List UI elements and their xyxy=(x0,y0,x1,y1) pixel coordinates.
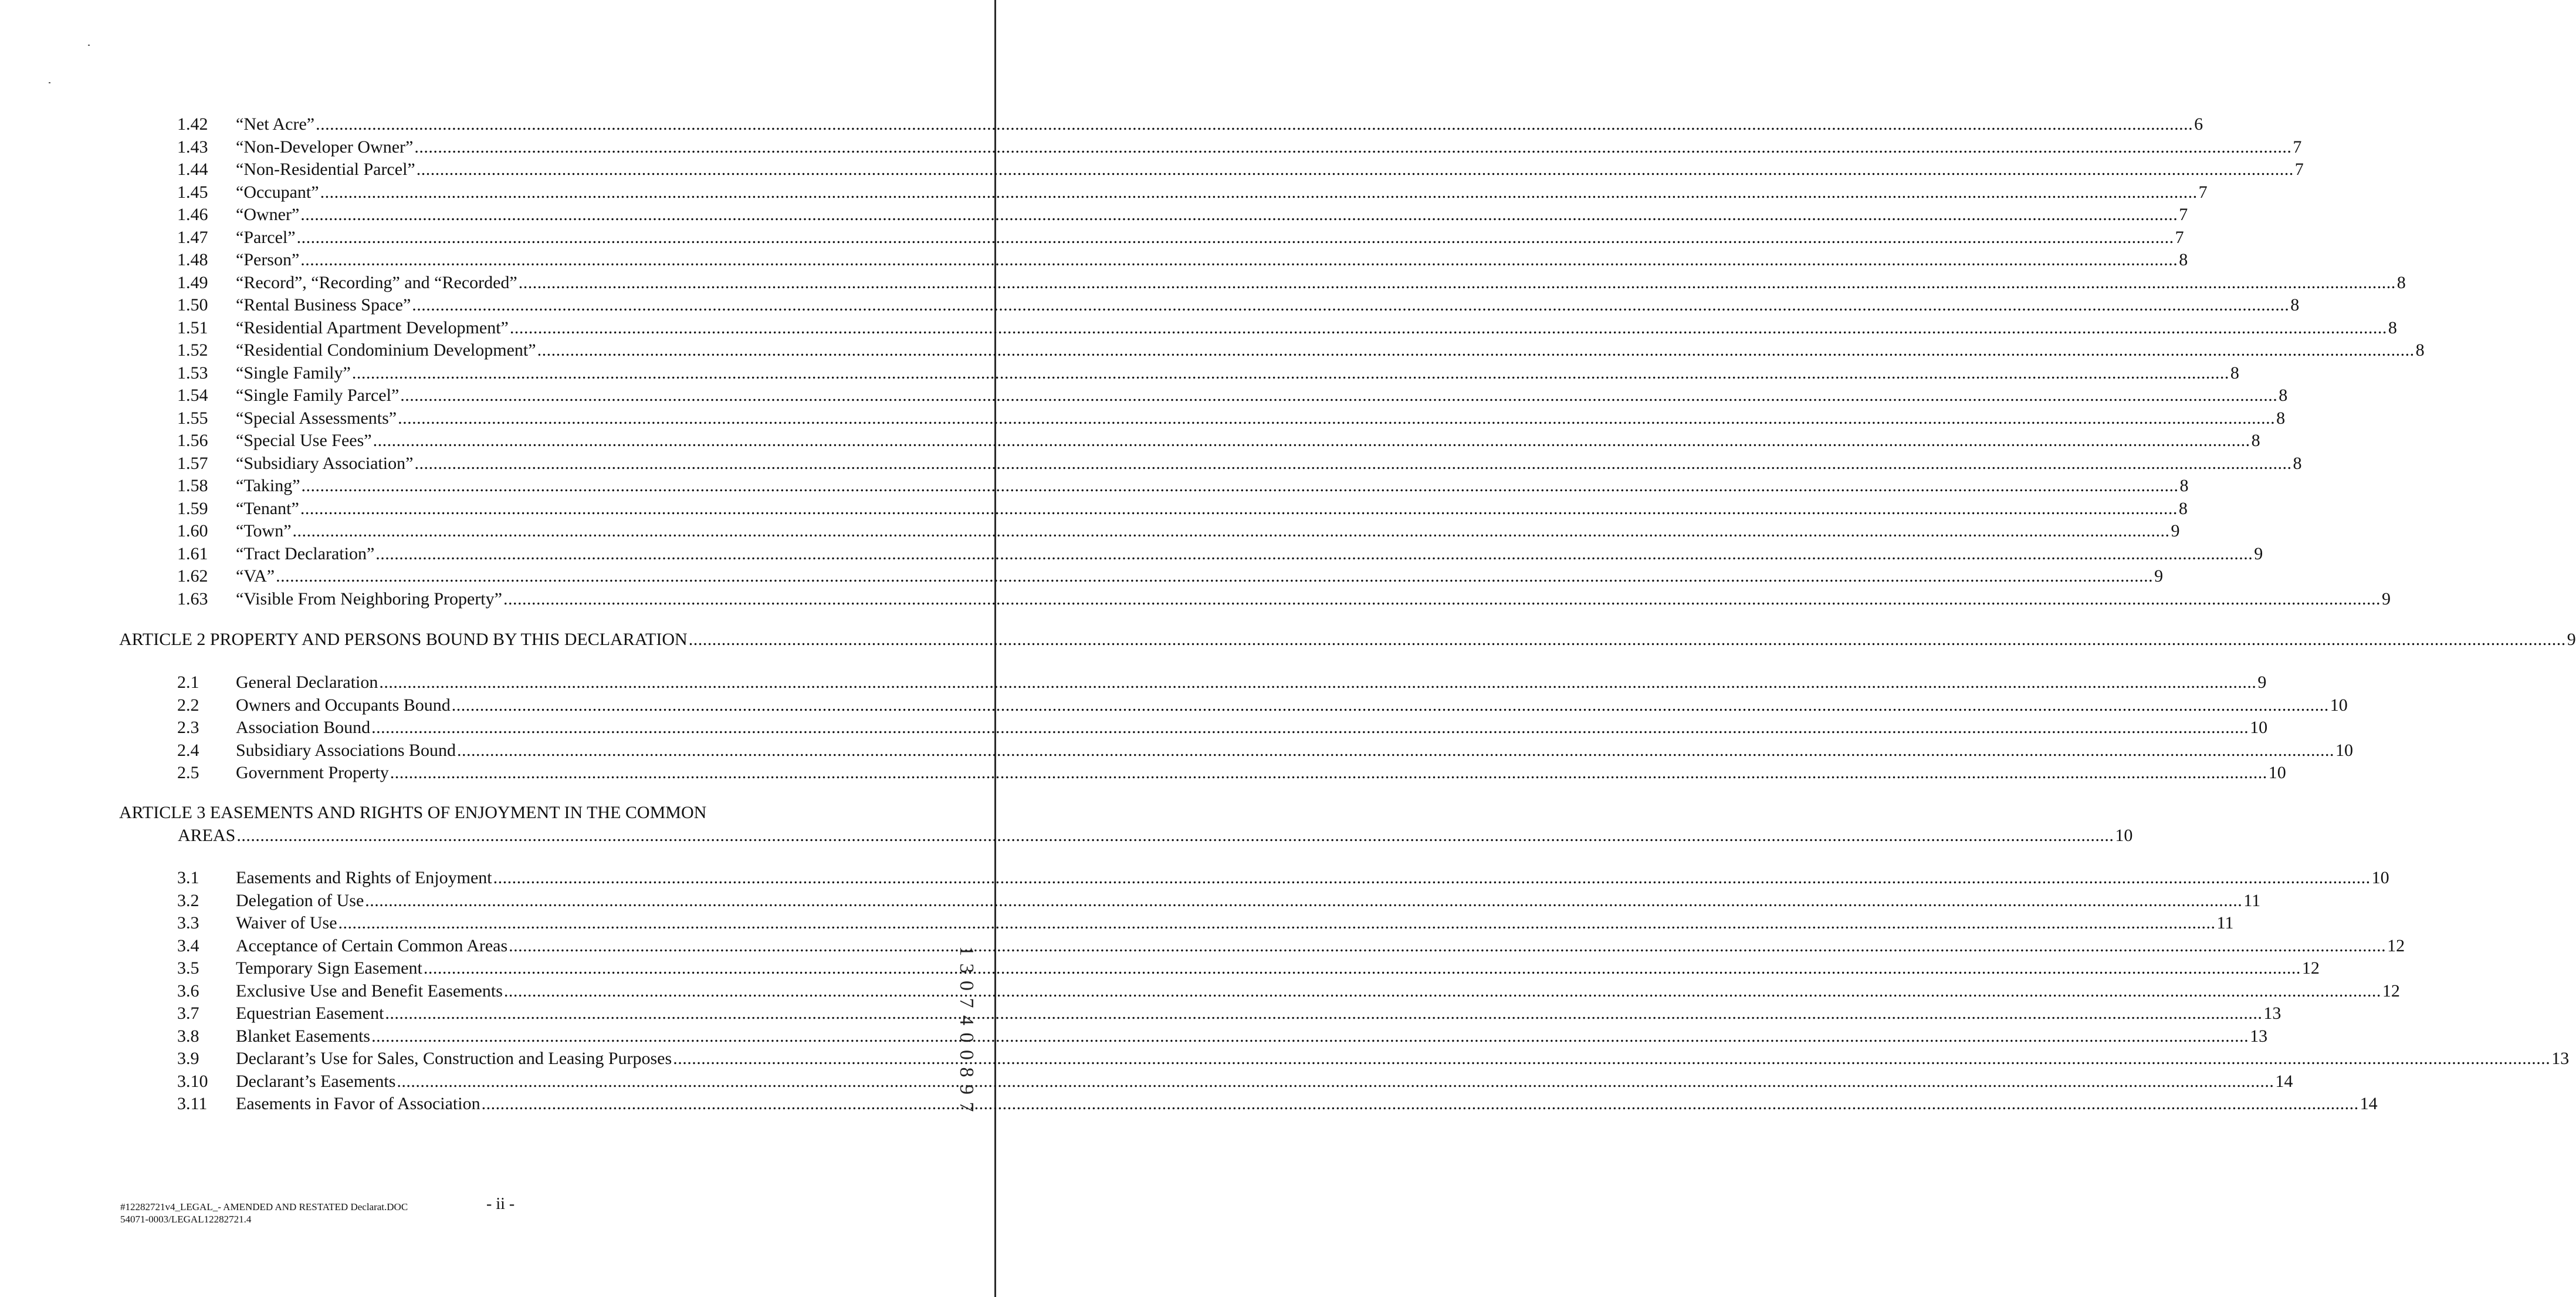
entry-number: 3.3 xyxy=(177,913,199,933)
entry-title: “Special Assessments” xyxy=(236,408,397,428)
toc-entry xyxy=(177,890,2261,911)
toc-entry xyxy=(177,204,2188,225)
toc-entry xyxy=(177,475,2189,496)
entry-title: Association Bound xyxy=(236,718,371,737)
entry-page-number: 10 xyxy=(2330,695,2348,715)
dot-leader: ................................................................................................................................................................................................................................................................................................................................................................................................................ xyxy=(292,521,2170,541)
dot-leader: ................................................................................................................................................................................................................................................................................................................................................................................................................ xyxy=(300,250,2178,269)
toc-entry xyxy=(177,1071,2293,1092)
entry-number: 1.51 xyxy=(177,318,208,337)
entry-number: 3.2 xyxy=(177,890,199,910)
entry-title: “Owner” xyxy=(236,205,300,224)
dot-leader: ................................................................................................................................................................................................................................................................................................................................................................................................................ xyxy=(537,340,2415,360)
dot-leader: ................................................................................................................................................................................................................................................................................................................................................................................................................ xyxy=(414,453,2292,473)
entry-number: 2.5 xyxy=(177,763,199,782)
entry-page-number: 8 xyxy=(2279,386,2288,405)
toc-entry xyxy=(177,340,2425,361)
entry-page-number: 7 xyxy=(2293,137,2302,157)
entry-page-number: 10 xyxy=(2268,763,2286,782)
entry-title: “Special Use Fees” xyxy=(236,431,372,450)
toc-entry xyxy=(177,295,2300,316)
toc-entry xyxy=(177,159,2304,180)
footer-file-id: 54071-0003/LEGAL12282721.4 xyxy=(120,1214,252,1225)
dot-leader: ................................................................................................................................................................................................................................................................................................................................................................................................................ xyxy=(503,589,2381,609)
dot-leader: ................................................................................................................................................................................................................................................................................................................................................................................................................ xyxy=(371,1026,2249,1046)
entry-title: “Tenant” xyxy=(236,498,299,518)
entry-number: 1.42 xyxy=(177,114,208,134)
entry-page-number: 8 xyxy=(2290,295,2300,315)
entry-title: Acceptance of Certain Common Areas xyxy=(236,935,508,955)
toc-entry xyxy=(177,1026,2268,1047)
entry-page-number: 10 xyxy=(2250,718,2268,737)
entry-title: Government Property xyxy=(236,763,389,782)
toc-entry xyxy=(177,453,2302,474)
dot-leader: ................................................................................................................................................................................................................................................................................................................................................................................................................ xyxy=(412,295,2290,315)
article-3-heading-continued xyxy=(178,825,2133,846)
entry-title: “Net Acre” xyxy=(236,114,315,134)
toc-entry xyxy=(177,408,2286,429)
entry-page-number: 12 xyxy=(2301,958,2320,978)
toc-entry xyxy=(177,272,2406,293)
entry-number: 1.53 xyxy=(177,363,208,383)
footer-doc-id: #12282721v4_LEGAL_- AMENDED AND RESTATED Declarat.DOC xyxy=(120,1201,408,1212)
entry-page-number: 9 xyxy=(2154,566,2164,586)
toc-entry xyxy=(177,249,2188,271)
entry-title: General Declaration xyxy=(236,673,378,692)
entry-title: “Residential Condominium Development” xyxy=(236,340,536,360)
entry-number: 2.4 xyxy=(177,740,199,760)
entry-number: 1.50 xyxy=(177,295,208,315)
entry-page-number: 8 xyxy=(2388,318,2397,337)
toc-entry xyxy=(177,867,2389,889)
entry-page-number: 10 xyxy=(2115,826,2133,845)
recording-stamp: 1 3 0 7 4 0 0 8 9 7 xyxy=(956,946,977,1113)
entry-page-number: 12 xyxy=(2387,935,2405,955)
entry-number: 1.62 xyxy=(177,566,208,586)
toc-entry xyxy=(177,1048,2570,1069)
entry-number: 3.6 xyxy=(177,981,199,1001)
entry-title: Easements and Rights of Enjoyment xyxy=(236,868,492,887)
dot-leader: ................................................................................................................................................................................................................................................................................................................................................................................................................ xyxy=(398,408,2276,428)
dot-leader: ................................................................................................................................................................................................................................................................................................................................................................................................................ xyxy=(379,673,2257,692)
entry-page-number: 8 xyxy=(2396,272,2406,292)
entry-page-number: 13 xyxy=(2250,1026,2268,1046)
dot-leader: ................................................................................................................................................................................................................................................................................................................................................................................................................ xyxy=(320,182,2198,202)
entry-number: 1.49 xyxy=(177,272,208,292)
dot-leader: ................................................................................................................................................................................................................................................................................................................................................................................................................ xyxy=(375,543,2253,563)
entry-page-number: 7 xyxy=(2294,160,2304,179)
toc-entry xyxy=(177,762,2286,783)
entry-page-number: 7 xyxy=(2175,227,2184,247)
entry-number: 1.46 xyxy=(177,205,208,224)
entry-number: 1.57 xyxy=(177,453,208,473)
dot-leader: ................................................................................................................................................................................................................................................................................................................................................................................................................ xyxy=(365,890,2243,910)
entry-title: “Visible From Neighboring Property” xyxy=(236,589,502,609)
entry-title: Blanket Easements xyxy=(236,1026,371,1046)
scan-speck xyxy=(88,45,90,46)
dot-leader: ................................................................................................................................................................................................................................................................................................................................................................................................................ xyxy=(518,272,2396,292)
entry-page-number: 9 xyxy=(2171,521,2180,541)
toc-entry xyxy=(177,182,2208,203)
toc-entry xyxy=(177,430,2260,451)
dot-leader: ................................................................................................................................................................................................................................................................................................................................................................................................................ xyxy=(338,913,2216,933)
entry-title: AREAS xyxy=(178,826,236,845)
entry-title: “Occupant” xyxy=(236,182,319,202)
entry-number: 1.55 xyxy=(177,408,208,428)
entry-page-number: 7 xyxy=(2198,182,2208,202)
entry-title: Temporary Sign Easement xyxy=(236,958,422,978)
entry-title: Declarant’s Easements xyxy=(236,1071,396,1091)
dot-leader: ................................................................................................................................................................................................................................................................................................................................................................................................................ xyxy=(385,1004,2263,1023)
entry-page-number: 9 xyxy=(2254,543,2263,563)
entry-title: Equestrian Easement xyxy=(236,1004,384,1023)
dot-leader: ................................................................................................................................................................................................................................................................................................................................................................................................................ xyxy=(301,476,2179,495)
entry-number: 2.2 xyxy=(177,695,199,715)
entry-title: “Non-Residential Parcel” xyxy=(236,160,415,179)
entry-page-number: 8 xyxy=(2293,453,2302,473)
entry-title: “Person” xyxy=(236,250,300,269)
entry-number: 3.7 xyxy=(177,1004,199,1023)
toc-entry xyxy=(177,717,2268,738)
toc-entry xyxy=(177,958,2320,979)
entry-number: 3.11 xyxy=(177,1094,208,1113)
entry-title: Easements in Favor of Association xyxy=(236,1094,480,1113)
dot-leader: ................................................................................................................................................................................................................................................................................................................................................................................................................ xyxy=(236,826,2114,845)
entry-page-number: 10 xyxy=(2371,868,2389,887)
article-3-heading: ARTICLE 3 EASEMENTS AND RIGHTS OF ENJOYMENT IN THE COMMON xyxy=(119,803,707,822)
toc-entry xyxy=(177,695,2348,716)
entry-title: “Town” xyxy=(236,521,292,541)
toc-entry xyxy=(177,1003,2281,1024)
entry-title: Subsidiary Associations Bound xyxy=(236,740,456,760)
entry-page-number: 8 xyxy=(2251,431,2260,450)
entry-page-number: 8 xyxy=(2178,498,2188,518)
dot-leader: ................................................................................................................................................................................................................................................................................................................................................................................................................ xyxy=(509,318,2387,337)
dot-leader: ................................................................................................................................................................................................................................................................................................................................................................................................................ xyxy=(390,763,2267,782)
entry-number: 2.1 xyxy=(177,673,199,692)
toc-entry xyxy=(177,981,2400,1002)
entry-title: Delegation of Use xyxy=(236,890,364,910)
entry-page-number: 8 xyxy=(2179,476,2189,495)
dot-leader: ................................................................................................................................................................................................................................................................................................................................................................................................................ xyxy=(300,498,2178,518)
entry-title: “Taking” xyxy=(236,476,300,495)
entry-page-number: 11 xyxy=(2216,913,2234,933)
entry-page-number: 8 xyxy=(2276,408,2286,428)
entry-number: 1.52 xyxy=(177,340,208,360)
dot-leader: ................................................................................................................................................................................................................................................................................................................................................................................................................ xyxy=(688,630,2566,649)
toc-entry xyxy=(177,740,2354,761)
toc-entry xyxy=(177,913,2234,934)
entry-page-number: 9 xyxy=(2381,589,2391,609)
entry-number: 1.54 xyxy=(177,386,208,405)
toc-entry xyxy=(177,385,2288,406)
entry-title: Declarant’s Use for Sales, Construction and Leasing Purposes xyxy=(236,1049,672,1068)
entry-number: 3.1 xyxy=(177,868,199,887)
toc-entry xyxy=(177,521,2180,542)
entry-title: “Single Family Parcel” xyxy=(236,386,400,405)
entry-title: “Rental Business Space” xyxy=(236,295,411,315)
entry-title: “Single Family” xyxy=(236,363,351,383)
dot-leader: ................................................................................................................................................................................................................................................................................................................................................................................................................ xyxy=(493,868,2371,887)
entry-title: “Parcel” xyxy=(236,227,296,247)
toc-entry xyxy=(177,566,2164,587)
entry-number: 1.61 xyxy=(177,543,208,563)
entry-title: Waiver of Use xyxy=(236,913,337,933)
entry-title: “Tract Declaration” xyxy=(236,543,375,563)
entry-number: 1.45 xyxy=(177,182,208,202)
toc-entry xyxy=(177,935,2405,957)
entry-number: 3.4 xyxy=(177,935,199,955)
toc-entry xyxy=(177,363,2239,384)
dot-leader: ................................................................................................................................................................................................................................................................................................................................................................................................................ xyxy=(397,1071,2274,1091)
dot-leader: ................................................................................................................................................................................................................................................................................................................................................................................................................ xyxy=(414,137,2292,157)
entry-page-number: 8 xyxy=(2230,363,2239,383)
toc-entry xyxy=(177,1093,2378,1114)
article-2-heading xyxy=(119,629,2576,650)
entry-number: 1.59 xyxy=(177,498,208,518)
entry-number: 1.48 xyxy=(177,250,208,269)
dot-leader: ................................................................................................................................................................................................................................................................................................................................................................................................................ xyxy=(423,958,2301,978)
dot-leader: ................................................................................................................................................................................................................................................................................................................................................................................................................ xyxy=(373,431,2250,450)
entry-title: “Record”, “Recording” and “Recorded” xyxy=(236,272,517,292)
entry-page-number: 12 xyxy=(2382,981,2400,1001)
page-number: - ii - xyxy=(486,1195,515,1213)
dot-leader: ................................................................................................................................................................................................................................................................................................................................................................................................................ xyxy=(457,740,2335,760)
dot-leader: ................................................................................................................................................................................................................................................................................................................................................................................................................ xyxy=(451,695,2329,715)
toc-entry xyxy=(177,672,2267,693)
entry-page-number: 7 xyxy=(2179,205,2188,224)
dot-leader: ................................................................................................................................................................................................................................................................................................................................................................................................................ xyxy=(316,114,2194,134)
entry-title: Exclusive Use and Benefit Easements xyxy=(236,981,503,1001)
entry-title: “VA” xyxy=(236,566,275,586)
entry-page-number: 14 xyxy=(2275,1071,2293,1091)
entry-number: 2.3 xyxy=(177,718,199,737)
dot-leader: ................................................................................................................................................................................................................................................................................................................................................................................................................ xyxy=(509,935,2387,955)
entry-page-number: 13 xyxy=(2263,1004,2281,1023)
dot-leader: ................................................................................................................................................................................................................................................................................................................................................................................................................ xyxy=(296,227,2174,247)
toc-entry xyxy=(177,114,2203,135)
toc-entry xyxy=(177,498,2188,519)
entry-page-number: 8 xyxy=(2179,250,2188,269)
dot-leader: ................................................................................................................................................................................................................................................................................................................................................................................................................ xyxy=(371,718,2249,737)
entry-page-number: 11 xyxy=(2243,890,2261,910)
document-footer xyxy=(120,1201,408,1225)
toc-entry xyxy=(177,543,2263,565)
toc-entry xyxy=(177,318,2397,339)
entry-number: 3.9 xyxy=(177,1049,199,1068)
dot-leader: ................................................................................................................................................................................................................................................................................................................................................................................................................ xyxy=(503,981,2381,1001)
entry-page-number: 13 xyxy=(2551,1049,2570,1068)
entry-page-number: 10 xyxy=(2335,740,2354,760)
entry-number: 1.56 xyxy=(177,431,208,450)
scan-speck xyxy=(49,82,50,83)
entry-page-number: 9 xyxy=(2257,673,2267,692)
entry-number: 1.58 xyxy=(177,476,208,495)
toc-entry xyxy=(177,137,2302,158)
entry-page-number: 6 xyxy=(2194,114,2203,134)
toc-entry xyxy=(177,589,2391,610)
toc-entry xyxy=(177,227,2184,248)
entry-title: “Subsidiary Association” xyxy=(236,453,414,473)
entry-title: Owners and Occupants Bound xyxy=(236,695,451,715)
entry-number: 1.60 xyxy=(177,521,208,541)
entry-number: 1.47 xyxy=(177,227,208,247)
dot-leader: ................................................................................................................................................................................................................................................................................................................................................................................................................ xyxy=(400,386,2278,405)
dot-leader: ................................................................................................................................................................................................................................................................................................................................................................................................................ xyxy=(416,160,2294,179)
dot-leader: ................................................................................................................................................................................................................................................................................................................................................................................................................ xyxy=(481,1094,2359,1113)
entry-title: ARTICLE 2 PROPERTY AND PERSONS BOUND BY THIS DECLARATION xyxy=(119,630,688,649)
entry-title: “Residential Apartment Development” xyxy=(236,318,509,337)
entry-page-number: 8 xyxy=(2415,340,2425,360)
dot-leader: ................................................................................................................................................................................................................................................................................................................................................................................................................ xyxy=(351,363,2229,383)
entry-title: “Non-Developer Owner” xyxy=(236,137,414,157)
dot-leader: ................................................................................................................................................................................................................................................................................................................................................................................................................ xyxy=(300,205,2178,224)
entry-page-number: 14 xyxy=(2360,1094,2378,1113)
entry-number: 1.43 xyxy=(177,137,208,157)
dot-leader: ................................................................................................................................................................................................................................................................................................................................................................................................................ xyxy=(673,1049,2551,1068)
entry-number: 3.8 xyxy=(177,1026,199,1046)
entry-number: 1.44 xyxy=(177,160,208,179)
entry-page-number: 9 xyxy=(2567,630,2576,649)
entry-number: 3.5 xyxy=(177,958,199,978)
entry-number: 1.63 xyxy=(177,589,208,609)
entry-number: 3.10 xyxy=(177,1071,208,1091)
dot-leader: ................................................................................................................................................................................................................................................................................................................................................................................................................ xyxy=(276,566,2154,586)
